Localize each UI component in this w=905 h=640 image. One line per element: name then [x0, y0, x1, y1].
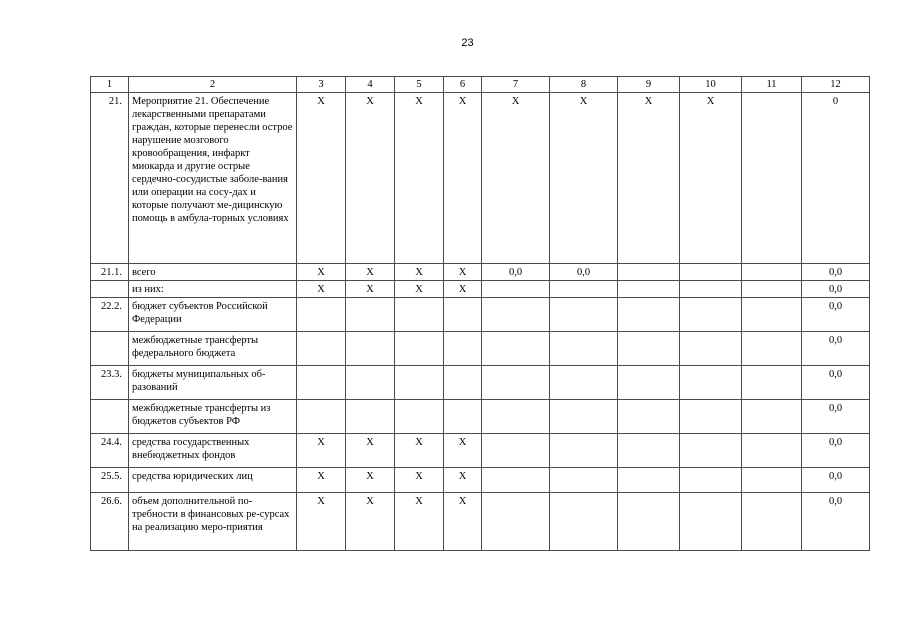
data-cell — [618, 434, 680, 468]
row-label: средства юридических лиц — [129, 468, 297, 493]
data-cell — [482, 281, 550, 298]
data-cell: 0,0 — [802, 264, 870, 281]
row-number: 21. — [91, 93, 129, 264]
table-row — [91, 468, 870, 493]
data-cell — [550, 332, 618, 366]
data-cell — [482, 332, 550, 366]
header-cell: 4 — [346, 77, 395, 93]
row-number — [91, 400, 129, 434]
data-cell: Х — [297, 93, 346, 264]
data-cell — [550, 366, 618, 400]
table-row — [91, 434, 870, 468]
data-cell — [395, 400, 444, 434]
data-cell — [742, 264, 802, 281]
data-cell — [550, 298, 618, 332]
data-cell — [395, 298, 444, 332]
header-cell: 12 — [802, 77, 870, 93]
row-label: межбюджетные трансферты из бюджетов субъектов РФ — [129, 400, 297, 434]
data-cell — [482, 493, 550, 551]
header-cell: 11 — [742, 77, 802, 93]
data-cell — [680, 366, 742, 400]
data-cell — [618, 400, 680, 434]
data-cell — [742, 332, 802, 366]
data-cell — [482, 366, 550, 400]
header-cell: 3 — [297, 77, 346, 93]
data-cell: 0,0 — [482, 264, 550, 281]
row-number: 26.6. — [91, 493, 129, 551]
data-cell — [346, 400, 395, 434]
data-cell — [550, 400, 618, 434]
header-cell: 9 — [618, 77, 680, 93]
row-label: межбюджетные трансферты федерального бюджета — [129, 332, 297, 366]
header-cell: 6 — [444, 77, 482, 93]
row-number — [91, 281, 129, 298]
data-cell — [680, 400, 742, 434]
data-cell — [444, 298, 482, 332]
data-cell — [482, 468, 550, 493]
data-cell — [618, 366, 680, 400]
page-number: 23 — [461, 37, 474, 49]
data-cell — [680, 434, 742, 468]
row-number: 21.1. — [91, 264, 129, 281]
row-label: средства государственных внебюджетных фондов — [129, 434, 297, 468]
data-cell — [680, 264, 742, 281]
data-cell — [680, 298, 742, 332]
table-row — [91, 93, 870, 264]
data-cell — [395, 332, 444, 366]
data-cell: 0,0 — [802, 493, 870, 551]
table-body — [91, 93, 870, 551]
row-label: объем дополнительной по-требности в финансовых ре-сурсах на реализацию меро-приятия — [129, 493, 297, 551]
data-cell — [297, 400, 346, 434]
data-cell: 0,0 — [802, 298, 870, 332]
header-cell: 8 — [550, 77, 618, 93]
row-number: 22.2. — [91, 298, 129, 332]
data-cell: Х — [680, 93, 742, 264]
data-cell: Х — [297, 281, 346, 298]
data-cell — [550, 434, 618, 468]
data-cell — [482, 400, 550, 434]
data-cell: Х — [444, 493, 482, 551]
data-cell: Х — [346, 493, 395, 551]
table-row — [91, 264, 870, 281]
data-cell: Х — [395, 434, 444, 468]
data-cell — [444, 400, 482, 434]
data-cell: Х — [395, 468, 444, 493]
row-label: бюджеты муниципальных об-разований — [129, 366, 297, 400]
data-cell — [742, 281, 802, 298]
data-cell — [742, 366, 802, 400]
data-cell — [742, 298, 802, 332]
header-row — [91, 77, 870, 93]
data-cell — [297, 366, 346, 400]
data-cell: Х — [346, 434, 395, 468]
data-cell — [742, 493, 802, 551]
data-cell: 0,0 — [550, 264, 618, 281]
table-row — [91, 366, 870, 400]
data-cell — [618, 264, 680, 281]
data-cell: Х — [444, 468, 482, 493]
row-number: 25.5. — [91, 468, 129, 493]
data-cell: Х — [482, 93, 550, 264]
data-cell — [680, 332, 742, 366]
data-cell — [444, 332, 482, 366]
data-cell — [618, 468, 680, 493]
data-cell: Х — [618, 93, 680, 264]
data-cell — [550, 493, 618, 551]
data-cell: 0,0 — [802, 468, 870, 493]
data-cell: 0,0 — [802, 434, 870, 468]
data-cell: Х — [395, 264, 444, 281]
data-cell: Х — [346, 264, 395, 281]
data-cell — [680, 281, 742, 298]
data-cell: Х — [395, 493, 444, 551]
data-cell — [618, 298, 680, 332]
data-cell: Х — [297, 434, 346, 468]
data-cell — [550, 281, 618, 298]
data-cell — [742, 468, 802, 493]
data-cell: Х — [346, 281, 395, 298]
data-cell: Х — [444, 281, 482, 298]
row-label: из них: — [129, 281, 297, 298]
row-number: 23.3. — [91, 366, 129, 400]
row-label: Мероприятие 21. Обеспечение лекарственными препаратами граждан, которые перенесли острое нарушение мозгового кровообращения, инфаркт миокарда и другие острые сердечно-сосудистые заболе-вания или операции на сосу-дах и которые получают ме-дицинскую помощь в амбула-торных условиях — [129, 93, 297, 264]
table-row — [91, 298, 870, 332]
data-cell: 0 — [802, 93, 870, 264]
row-label: бюджет субъектов Российской Федерации — [129, 298, 297, 332]
data-cell: Х — [395, 93, 444, 264]
data-cell — [346, 366, 395, 400]
data-cell: Х — [395, 281, 444, 298]
data-cell: Х — [297, 468, 346, 493]
data-cell: Х — [444, 434, 482, 468]
data-cell — [618, 281, 680, 298]
data-cell — [680, 493, 742, 551]
data-cell: 0,0 — [802, 400, 870, 434]
data-cell: Х — [346, 93, 395, 264]
data-cell — [444, 366, 482, 400]
data-cell — [346, 332, 395, 366]
data-cell — [395, 366, 444, 400]
data-cell — [297, 332, 346, 366]
header-cell: 2 — [129, 77, 297, 93]
budget-table — [90, 76, 870, 551]
data-cell — [482, 434, 550, 468]
data-cell — [742, 434, 802, 468]
row-number: 24.4. — [91, 434, 129, 468]
data-cell: Х — [550, 93, 618, 264]
data-cell: 0,0 — [802, 281, 870, 298]
data-cell — [550, 468, 618, 493]
row-label: всего — [129, 264, 297, 281]
data-cell — [742, 93, 802, 264]
data-cell — [297, 298, 346, 332]
table-row — [91, 400, 870, 434]
header-cell: 1 — [91, 77, 129, 93]
data-cell: Х — [346, 468, 395, 493]
data-cell: 0,0 — [802, 366, 870, 400]
header-cell: 10 — [680, 77, 742, 93]
data-cell — [346, 298, 395, 332]
data-cell — [618, 332, 680, 366]
header-cell: 7 — [482, 77, 550, 93]
data-cell — [742, 400, 802, 434]
data-cell — [618, 493, 680, 551]
table-row — [91, 332, 870, 366]
data-cell: Х — [444, 93, 482, 264]
header-cell: 5 — [395, 77, 444, 93]
table-row — [91, 281, 870, 298]
data-cell: Х — [444, 264, 482, 281]
data-cell: Х — [297, 264, 346, 281]
table-row — [91, 493, 870, 551]
data-cell — [482, 298, 550, 332]
data-cell: Х — [297, 493, 346, 551]
row-number — [91, 332, 129, 366]
data-cell: 0,0 — [802, 332, 870, 366]
data-cell — [680, 468, 742, 493]
